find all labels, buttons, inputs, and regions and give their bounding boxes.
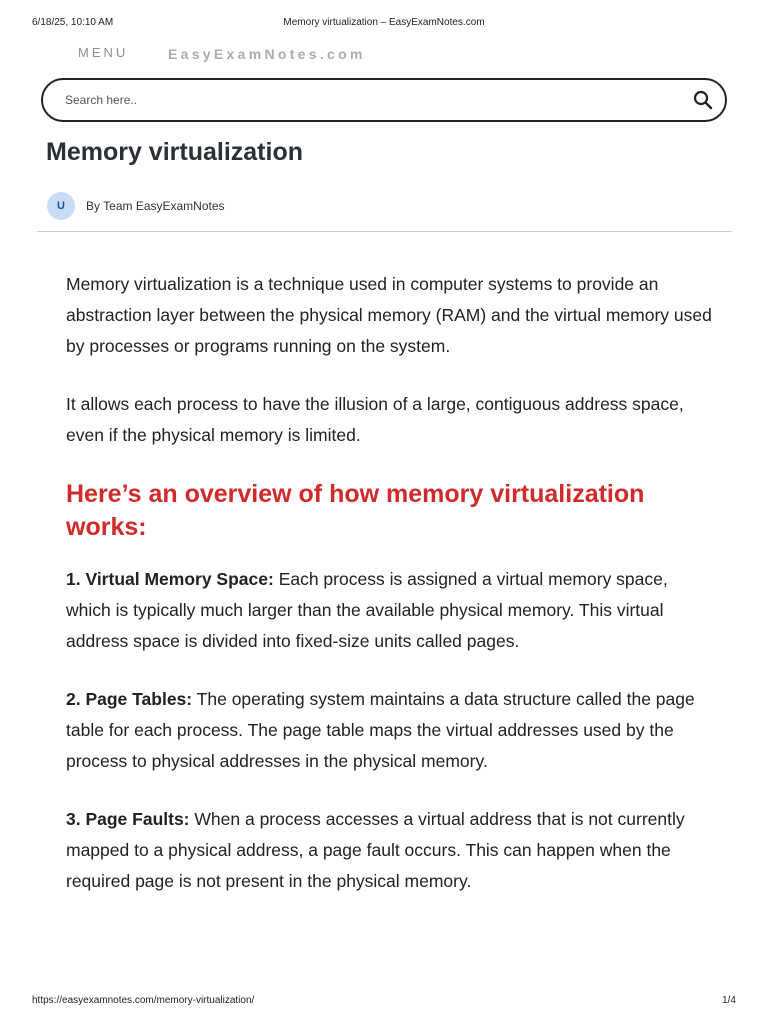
point-text: The operating system maintains a data structure called the page table for each process. The page table maps the virtual addresses used by the process to physical addresses in the physical memory. [66, 689, 695, 771]
section-heading: Here’s an overview of how memory virtualization works: [66, 480, 645, 541]
divider [37, 231, 732, 232]
point-virtual-memory-space [66, 564, 716, 657]
point-label: 1. Virtual Memory Space: [66, 569, 274, 589]
site-logo[interactable]: EasyExamNotes.com [168, 46, 366, 62]
search-bar [41, 78, 727, 122]
point-text: Each process is assigned a virtual memory space, which is typically much larger than the available physical memory. This virtual address space is divided into fixed-size units called pages. [66, 569, 668, 651]
search-input[interactable] [65, 90, 665, 110]
print-page-number: 1/4 [722, 995, 736, 1006]
article-body [66, 269, 716, 924]
byline [86, 199, 225, 213]
point-label: 3. Page Faults: [66, 809, 190, 829]
search-icon[interactable] [693, 90, 713, 110]
print-url: https://easyexamnotes.com/memory-virtualization/ [32, 995, 255, 1006]
intro-paragraph-2: It allows each process to have the illusion of a large, contiguous address space, even if the physical memory is limited. [66, 394, 684, 445]
print-doc-title: Memory virtualization – EasyExamNotes.com [283, 17, 485, 28]
print-footer [32, 995, 736, 1009]
point-text: When a process accesses a virtual address that is not currently mapped to a physical address, a page fault occurs. This can happen when the required page is not present in the physical memory. [66, 809, 685, 891]
point-page-faults [66, 804, 716, 897]
avatar: U [47, 192, 75, 220]
byline-prefix: By [86, 199, 101, 213]
author-link[interactable]: Team EasyExamNotes [103, 199, 225, 213]
print-header [32, 17, 736, 31]
print-datetime: 6/18/25, 10:10 AM [32, 17, 114, 28]
menu-link[interactable]: MENU [78, 45, 129, 60]
intro-paragraph-1: Memory virtualization is a technique used in computer systems to provide an abstraction layer between the physical memory (RAM) and the virtual memory used by processes or programs running on the system. [66, 274, 712, 356]
page-title: Memory virtualization [46, 138, 303, 166]
point-page-tables [66, 684, 716, 777]
point-label: 2. Page Tables: [66, 689, 193, 709]
